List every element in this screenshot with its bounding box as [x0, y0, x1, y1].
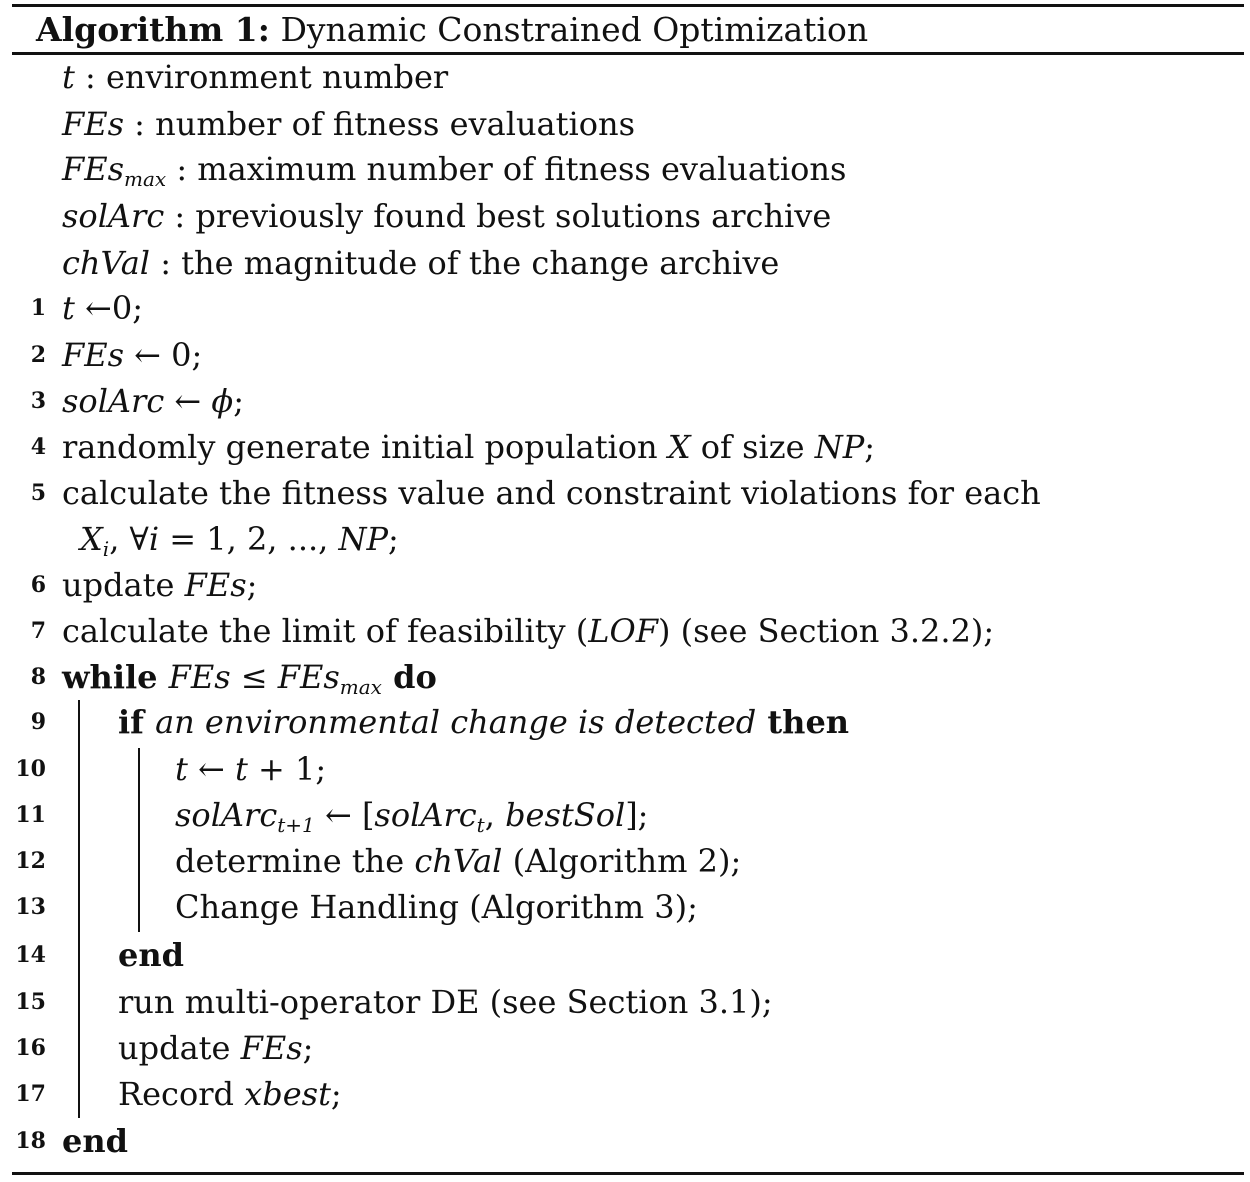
line-number: 6 [30, 572, 46, 598]
algorithm-caption [36, 10, 868, 50]
line-text: update FEs; [118, 1029, 314, 1067]
line-number: 16 [15, 1035, 46, 1061]
definition-symbol: chVal [62, 244, 151, 282]
line-number: 8 [30, 664, 46, 690]
line-number: 14 [15, 942, 46, 968]
line-number: 12 [15, 848, 46, 874]
line-number: 1 [30, 295, 46, 321]
line-number: 2 [30, 342, 46, 368]
line-text: end [62, 1122, 128, 1160]
line-text: Record xbest; [118, 1075, 342, 1113]
line-text: while FEs ≤ FEs$_{max}$ do [62, 658, 437, 699]
line-text: solArc ← ϕ; [62, 382, 244, 420]
definition-text: : environment number [74, 58, 449, 96]
algorithm-title: Dynamic Constrained Optimization [280, 10, 869, 49]
line-number: 7 [30, 618, 46, 644]
line-text: solArc$_{t+1}$ ← [solArc$_t$, bestSol]; [175, 796, 649, 837]
line-text: update FEs; [62, 566, 258, 604]
bottom-rule [12, 1172, 1244, 1175]
caption-rule [12, 52, 1244, 55]
definition-line [62, 104, 635, 144]
definition-symbol: t [62, 58, 75, 96]
line-number: 5 [30, 480, 46, 506]
line-number: 3 [30, 388, 46, 414]
line-text: if an environmental change is detected then [118, 703, 850, 741]
definition-line [62, 243, 779, 283]
line-number: 4 [30, 434, 46, 460]
definition-line [62, 196, 831, 236]
line-text: determine the chVal (Algorithm 2); [175, 842, 742, 880]
line-number: 17 [15, 1081, 46, 1107]
line-number: 10 [15, 756, 46, 782]
definition-symbol: FEs [62, 150, 124, 188]
definition-text: : maximum number of fitness evaluations [166, 150, 847, 188]
top-rule [12, 4, 1244, 7]
definition-line: FEs$_{max}$ : maximum number of fitness evaluations [62, 150, 847, 191]
line-text: randomly generate initial population X of size NP; [62, 428, 875, 466]
definition-text: : the magnitude of the change archive [150, 244, 780, 282]
line-number: 15 [15, 989, 46, 1015]
line-text: end [118, 936, 184, 974]
line-text: $X_i$, ∀i = 1, 2, ..., NP; [80, 520, 399, 561]
definition-symbol: solArc [62, 197, 165, 235]
line-text: calculate the fitness value and constraint violations for each [62, 474, 1041, 512]
line-number: 9 [30, 709, 46, 735]
line-text: t ← t + 1; [175, 750, 327, 788]
line-text: calculate the limit of feasibility (LOF) (see Section 3.2.2); [62, 612, 995, 650]
definition-text: : number of fitness evaluations [123, 105, 636, 143]
line-text: FEs ← 0; [62, 336, 203, 374]
line-text: Change Handling (Algorithm 3); [175, 888, 698, 926]
line-number: 11 [15, 802, 46, 828]
definition-line [62, 57, 448, 97]
definition-symbol: FEs [62, 105, 124, 143]
line-text: t ←0; [62, 289, 143, 327]
algorithm-label: Algorithm 1: [36, 10, 270, 49]
line-number: 18 [15, 1128, 46, 1154]
definition-text: : previously found best solutions archive [164, 197, 832, 235]
if-block-bar [138, 748, 140, 932]
line-number: 13 [15, 894, 46, 920]
line-text: run multi-operator DE (see Section 3.1); [118, 983, 773, 1021]
while-block-bar [78, 700, 80, 1118]
